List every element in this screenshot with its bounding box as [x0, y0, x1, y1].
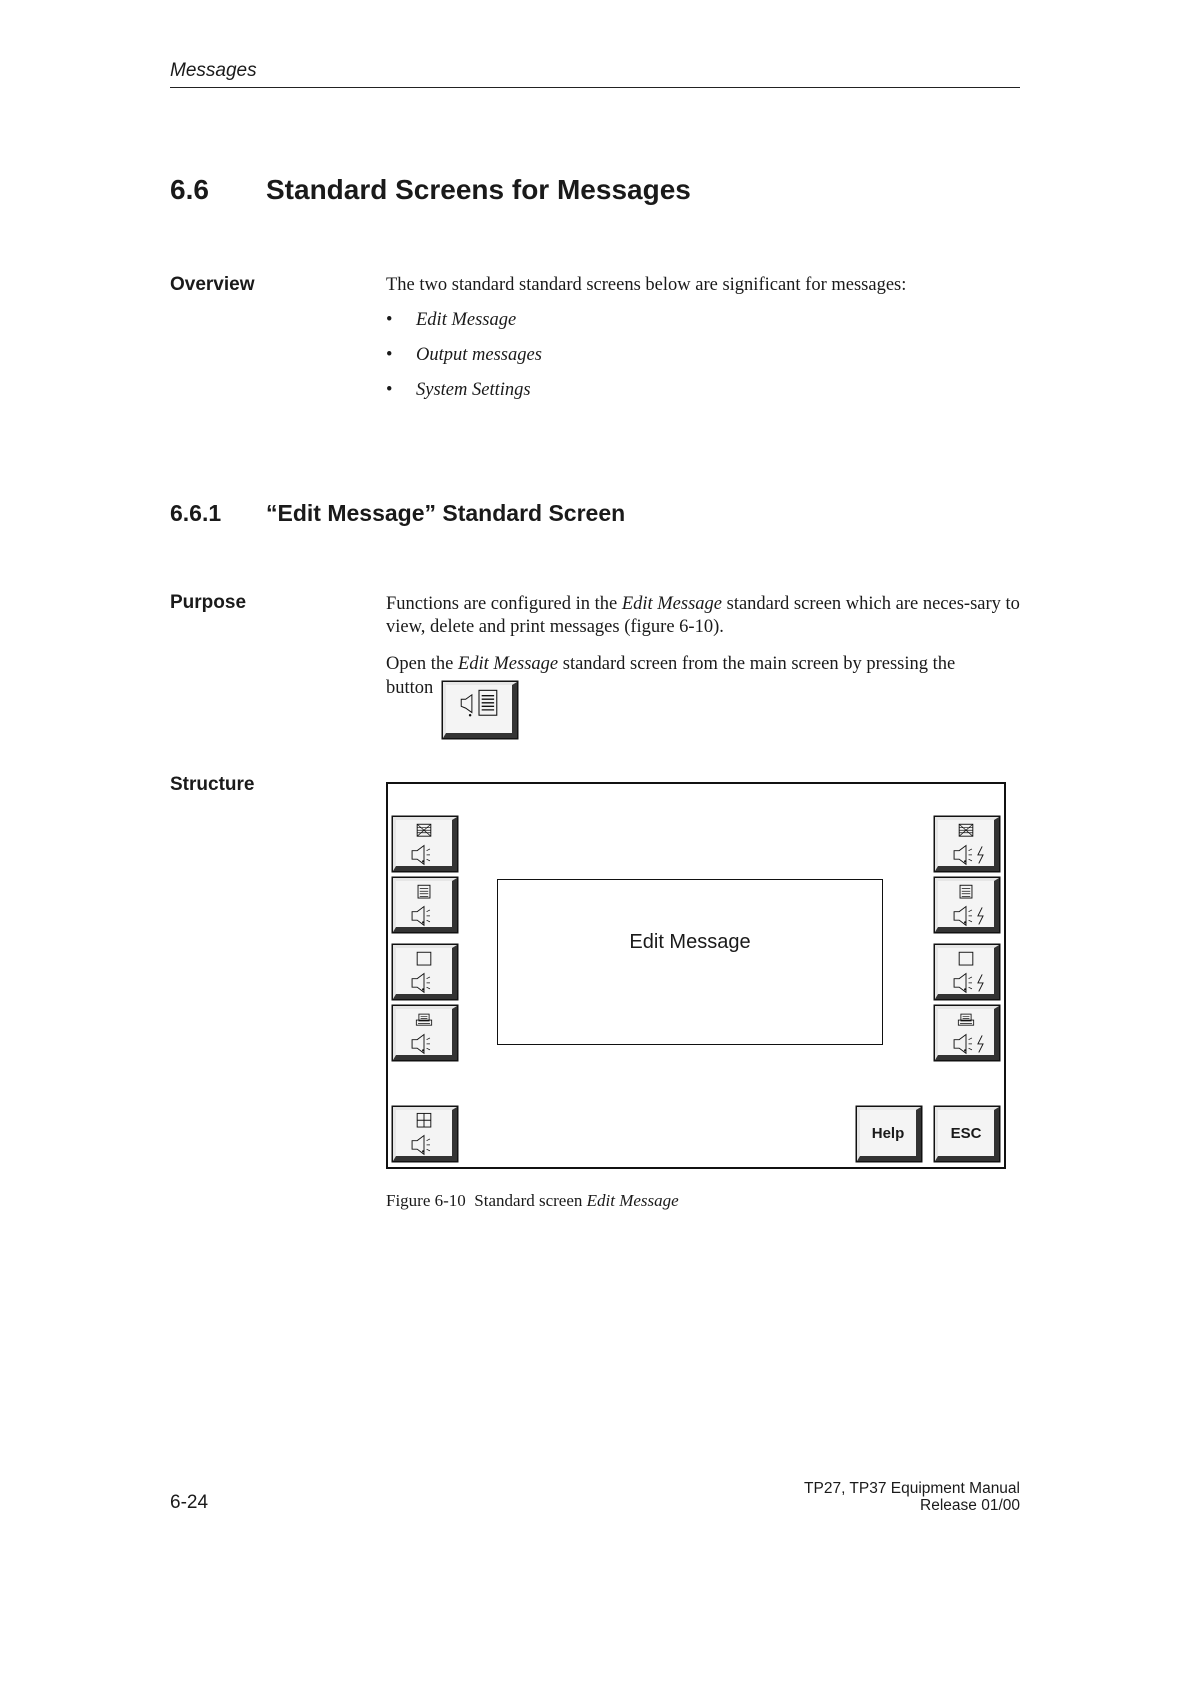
screen-title: Edit Message — [629, 931, 751, 953]
subsection-title: “Edit Message” Standard Screen — [266, 500, 626, 526]
overview-intro: The two standard standard screens below are significant for messages: — [386, 275, 907, 295]
section-number: 6.6 — [170, 174, 209, 205]
print-alarms-button[interactable] — [935, 1006, 999, 1060]
page-number: 6-24 — [170, 1492, 209, 1513]
message-overview-button[interactable] — [393, 1107, 457, 1161]
view-alarm-text-button[interactable] — [935, 878, 999, 932]
view-message-text-button[interactable] — [393, 878, 457, 932]
delete-alarm-icon — [938, 820, 994, 866]
purpose-paragraph-1: Functions are configured in the Edit Message standard screen which are neces-sary to view, delete and print messages (figure 6-10). — [386, 594, 1020, 637]
print-messages-button[interactable] — [393, 1006, 457, 1060]
purpose-paragraph-2: Open the Edit Message standard screen from the main screen by pressing the — [386, 654, 956, 674]
bullet-text: System Settings — [416, 380, 531, 400]
delete-alarm-button[interactable] — [935, 817, 999, 871]
esc-button[interactable]: ESC — [935, 1107, 999, 1161]
grid-icon — [396, 1110, 452, 1156]
footer-manual-info — [700, 1480, 1020, 1514]
delete-message-button[interactable] — [393, 817, 457, 871]
message-text-icon — [396, 881, 452, 927]
release-info: Release 01/00 — [920, 1497, 1020, 1514]
bullet-text: Output messages — [416, 345, 542, 365]
edit-message-inline-button[interactable] — [443, 682, 517, 738]
section-title: Standard Screens for Messages — [266, 174, 691, 205]
message-bell-icon — [446, 685, 512, 733]
alarm-text-icon — [938, 881, 994, 927]
bullet-text: Edit Message — [416, 310, 517, 330]
purpose-paragraph-2-end: button — [386, 678, 434, 698]
list-item: • Output messages — [386, 345, 542, 365]
message-buffer-icon — [396, 948, 452, 994]
alarm-buffer-button[interactable] — [935, 945, 999, 999]
message-buffer-button[interactable] — [393, 945, 457, 999]
alarm-printer-icon — [938, 1009, 994, 1055]
list-item: • System Settings — [386, 380, 531, 400]
structure-label: Structure — [170, 774, 255, 795]
printer-icon — [396, 1009, 452, 1055]
delete-message-icon — [396, 820, 452, 866]
overview-label: Overview — [170, 274, 255, 295]
figure-caption: Figure 6-10 Standard screen Edit Message — [386, 1191, 679, 1210]
list-item: • Edit Message — [386, 310, 517, 330]
running-header: Messages — [170, 60, 257, 81]
alarm-buffer-icon — [938, 948, 994, 994]
header-rule — [170, 87, 1020, 88]
help-button[interactable]: Help — [857, 1107, 921, 1161]
subsection-number: 6.6.1 — [170, 500, 222, 526]
manual-title: TP27, TP37 Equipment Manual — [804, 1480, 1020, 1497]
screen-title-box — [497, 879, 883, 1045]
purpose-label: Purpose — [170, 592, 247, 613]
